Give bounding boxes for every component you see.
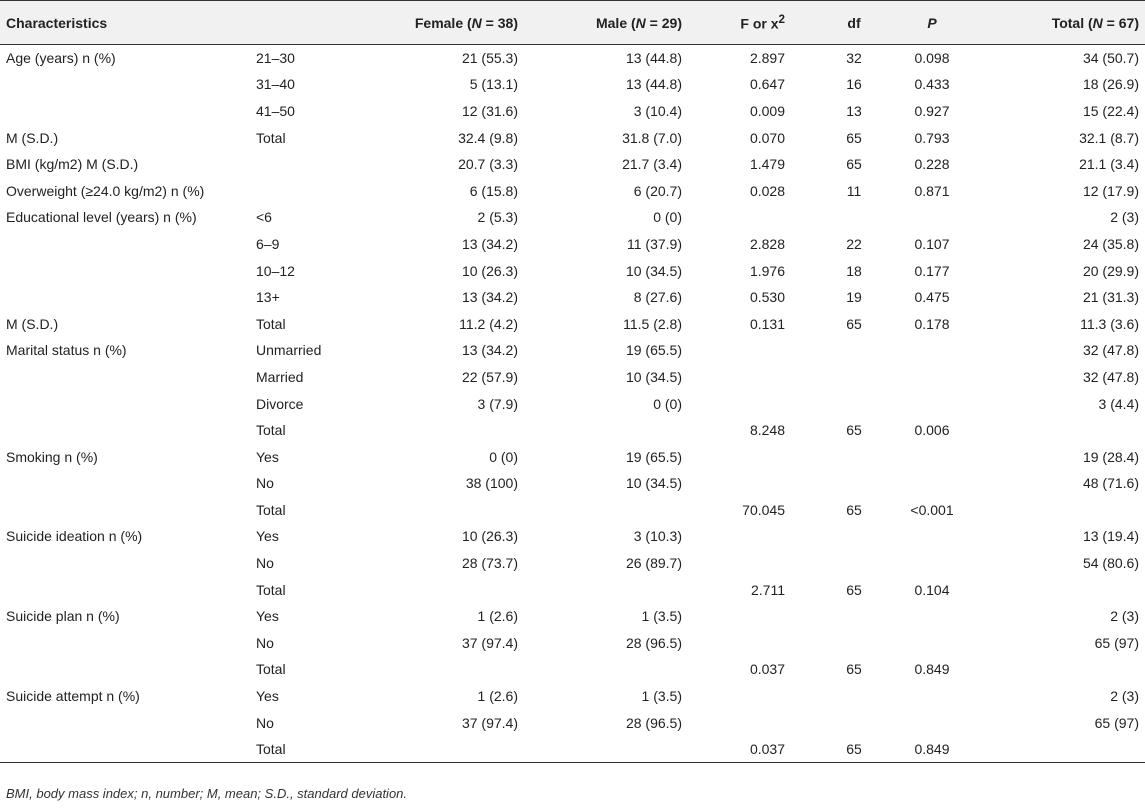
table-row <box>0 71 1145 98</box>
cell-female: 37 (97.4) <box>461 714 518 731</box>
cell-male: 31.8 (7.0) <box>622 129 682 146</box>
cell-p <box>889 523 975 550</box>
row-subgroup: Divorce <box>256 395 304 412</box>
table-row <box>0 337 1145 364</box>
cell-df <box>807 337 889 364</box>
header-subgroup <box>256 1 369 45</box>
cell-male: 10 (34.5) <box>625 475 682 492</box>
row-subgroup: 21–30 <box>256 50 295 67</box>
header-df: df <box>847 14 861 31</box>
cell-total <box>975 417 1145 444</box>
cell-statistic <box>704 630 807 657</box>
cell-df <box>807 550 889 577</box>
row-subgroup: 13+ <box>256 289 280 306</box>
cell-female: 5 (13.1) <box>469 76 518 93</box>
cell-total: 32 (47.8) <box>1082 368 1139 385</box>
cell-statistic: 2.828 <box>749 235 785 252</box>
row-label: BMI (kg/m2) M (S.D.) <box>6 156 139 173</box>
row-subgroup: Unmarried <box>256 342 322 359</box>
cell-total: 11.3 (3.6) <box>1080 315 1139 332</box>
row-label: M (S.D.) <box>6 315 59 332</box>
cell-statistic: 0.530 <box>749 289 785 306</box>
cell-male <box>542 417 704 444</box>
cell-male: 6 (20.7) <box>633 182 682 199</box>
cell-p <box>889 364 975 391</box>
table-row <box>0 45 1145 72</box>
table-row <box>0 470 1145 497</box>
cell-statistic <box>704 523 807 550</box>
row-subgroup: Married <box>256 368 304 385</box>
cell-df <box>807 603 889 630</box>
cell-statistic: 70.045 <box>742 501 785 518</box>
row-subgroup: 41–50 <box>256 102 295 119</box>
table-row <box>0 683 1145 710</box>
cell-female: 13 (34.2) <box>461 235 518 252</box>
row-subgroup: Total <box>256 129 286 146</box>
cell-p: <0.001 <box>910 501 954 518</box>
cell-total: 65 (97) <box>1094 714 1139 731</box>
cell-statistic: 0.037 <box>749 661 785 678</box>
row-subgroup <box>256 151 369 178</box>
row-subgroup: 10–12 <box>256 262 295 279</box>
footnote: BMI, body mass index; n, number; M, mean; S.D., standard deviation. <box>6 786 408 801</box>
row-subgroup: Yes <box>256 528 279 545</box>
cell-total: 2 (3) <box>1110 688 1139 705</box>
cell-total: 54 (80.6) <box>1082 555 1139 572</box>
cell-df <box>807 204 889 231</box>
cell-female: 13 (34.2) <box>461 342 518 359</box>
row-subgroup: Total <box>256 740 286 757</box>
cell-p: 0.006 <box>914 422 950 439</box>
cell-p: 0.793 <box>914 129 950 146</box>
cell-p <box>889 683 975 710</box>
cell-df: 65 <box>846 315 862 332</box>
cell-female <box>369 497 542 524</box>
header-statistic: F or $x^2$ <box>740 13 785 32</box>
cell-p: 0.104 <box>914 581 950 598</box>
cell-p: 0.177 <box>914 262 950 279</box>
cell-female: 10 (26.3) <box>461 528 518 545</box>
cell-female: 20.7 (3.3) <box>458 156 518 173</box>
cell-male: 13 (44.8) <box>625 50 682 67</box>
cell-male: 19 (65.5) <box>625 342 682 359</box>
cell-statistic <box>704 709 807 736</box>
cell-male: 0 (0) <box>653 209 682 226</box>
cell-df <box>807 709 889 736</box>
cell-df: 16 <box>846 76 862 93</box>
table-row <box>0 523 1145 550</box>
row-subgroup: Total <box>256 661 286 678</box>
cell-total <box>975 497 1145 524</box>
cell-total: 19 (28.4) <box>1082 448 1139 465</box>
cell-df: 18 <box>846 262 862 279</box>
cell-df <box>807 683 889 710</box>
cell-female: 13 (34.2) <box>461 289 518 306</box>
cell-statistic <box>704 364 807 391</box>
row-label: Suicide attempt n (%) <box>6 688 140 705</box>
row-label <box>0 550 256 577</box>
cell-female: 38 (100) <box>465 475 518 492</box>
row-label: Age (years) n (%) <box>6 50 116 67</box>
header-total: Total (N = 67) <box>1051 14 1139 31</box>
cell-statistic: 8.248 <box>749 422 785 439</box>
cell-df: 22 <box>846 235 862 252</box>
table-row <box>0 204 1145 231</box>
cell-male <box>542 656 704 683</box>
row-label <box>0 231 256 258</box>
table-row <box>0 603 1145 630</box>
table-row <box>0 736 1145 763</box>
table-body <box>0 45 1145 763</box>
table-row <box>0 231 1145 258</box>
cell-male: 10 (34.5) <box>625 262 682 279</box>
cell-female: 22 (57.9) <box>461 368 518 385</box>
cell-total: 48 (71.6) <box>1082 475 1139 492</box>
cell-statistic: 1.479 <box>749 156 785 173</box>
row-subgroup: No <box>256 714 274 731</box>
cell-df: 19 <box>846 289 862 306</box>
row-label <box>0 284 256 311</box>
cell-statistic: 0.070 <box>749 129 785 146</box>
header-female: Female (N = 38) <box>414 14 518 31</box>
cell-total <box>975 736 1145 763</box>
cell-df <box>807 364 889 391</box>
table-row <box>0 177 1145 204</box>
row-subgroup: No <box>256 634 274 651</box>
cell-female: 1 (2.6) <box>477 608 518 625</box>
cell-female: 11.2 (4.2) <box>459 315 518 332</box>
row-label: Marital status n (%) <box>6 342 127 359</box>
header-male: Male (N = 29) <box>595 14 682 31</box>
cell-statistic <box>704 603 807 630</box>
cell-p <box>889 337 975 364</box>
row-label <box>0 576 256 603</box>
row-label <box>0 497 256 524</box>
row-subgroup: No <box>256 475 274 492</box>
cell-female: 1 (2.6) <box>477 688 518 705</box>
cell-male: 1 (3.5) <box>641 608 682 625</box>
cell-statistic: 2.897 <box>749 50 785 67</box>
row-subgroup: Total <box>256 315 286 332</box>
cell-p: 0.228 <box>914 156 950 173</box>
table-row <box>0 151 1145 178</box>
cell-df: 13 <box>846 102 862 119</box>
row-label <box>0 257 256 284</box>
table-row <box>0 576 1145 603</box>
cell-p <box>889 390 975 417</box>
cell-male: 26 (89.7) <box>625 555 682 572</box>
table-row <box>0 310 1145 337</box>
cell-statistic: 0.131 <box>749 315 785 332</box>
cell-female: 21 (55.3) <box>461 50 518 67</box>
cell-male: 3 (10.3) <box>633 528 682 545</box>
row-subgroup: 6–9 <box>256 235 280 252</box>
cell-p: 0.107 <box>914 235 950 252</box>
cell-male: 11 (37.9) <box>627 235 682 252</box>
cell-statistic: 1.976 <box>749 262 785 279</box>
cell-total: 21.1 (3.4) <box>1079 156 1139 173</box>
table-row <box>0 364 1145 391</box>
row-subgroup: 31–40 <box>256 76 295 93</box>
cell-p: 0.849 <box>914 661 950 678</box>
row-subgroup: Total <box>256 422 286 439</box>
cell-total: 65 (97) <box>1094 634 1139 651</box>
row-label <box>0 390 256 417</box>
row-label <box>0 656 256 683</box>
cell-male: 1 (3.5) <box>641 688 682 705</box>
cell-male <box>542 576 704 603</box>
cell-female: 12 (31.6) <box>461 102 518 119</box>
cell-male: 11.5 (2.8) <box>623 315 682 332</box>
cell-p: 0.871 <box>914 182 950 199</box>
cell-df: 32 <box>846 50 862 67</box>
cell-female: 0 (0) <box>489 448 518 465</box>
cell-p <box>889 470 975 497</box>
cell-total: 32.1 (8.7) <box>1079 129 1139 146</box>
cell-male <box>542 497 704 524</box>
cell-df: 65 <box>846 661 862 678</box>
table-row <box>0 124 1145 151</box>
header-row <box>0 1 1145 45</box>
cell-df <box>807 630 889 657</box>
cell-statistic <box>704 470 807 497</box>
cell-df: 11 <box>846 182 862 199</box>
cell-p <box>889 630 975 657</box>
row-label: Suicide plan n (%) <box>6 608 120 625</box>
row-label <box>0 709 256 736</box>
row-label: Smoking n (%) <box>6 448 98 465</box>
cell-female: 3 (7.9) <box>477 395 518 412</box>
cell-total: 2 (3) <box>1110 209 1139 226</box>
cell-p <box>889 603 975 630</box>
row-subgroup: Yes <box>256 608 279 625</box>
cell-total <box>975 576 1145 603</box>
cell-female <box>369 656 542 683</box>
cell-df: 65 <box>846 422 862 439</box>
cell-male: 13 (44.8) <box>625 76 682 93</box>
cell-female <box>369 417 542 444</box>
row-subgroup: <6 <box>256 209 272 226</box>
row-label <box>0 417 256 444</box>
cell-p <box>889 709 975 736</box>
cell-df <box>807 523 889 550</box>
row-subgroup: Total <box>256 581 286 598</box>
cell-p <box>889 204 975 231</box>
cell-female: 6 (15.8) <box>469 182 518 199</box>
row-label <box>0 98 256 125</box>
cell-statistic <box>704 683 807 710</box>
table-row <box>0 497 1145 524</box>
cell-male: 28 (96.5) <box>625 714 682 731</box>
cell-total: 3 (4.4) <box>1098 395 1139 412</box>
cell-male: 3 (10.4) <box>633 102 682 119</box>
cell-p <box>889 550 975 577</box>
cell-female: 28 (73.7) <box>461 555 518 572</box>
table-row <box>0 390 1145 417</box>
row-subgroup: Yes <box>256 688 279 705</box>
header-p: P <box>927 14 937 31</box>
cell-female: 32.4 (9.8) <box>458 129 518 146</box>
cell-male: 21.7 (3.4) <box>622 156 682 173</box>
table-row <box>0 443 1145 470</box>
cell-male: 0 (0) <box>653 395 682 412</box>
cell-statistic: 2.711 <box>751 581 785 598</box>
cell-statistic <box>704 443 807 470</box>
cell-statistic <box>704 550 807 577</box>
cell-total <box>975 656 1145 683</box>
row-label <box>0 71 256 98</box>
cell-p: 0.927 <box>914 102 950 119</box>
cell-total: 12 (17.9) <box>1082 182 1139 199</box>
row-label <box>0 364 256 391</box>
cell-total: 32 (47.8) <box>1082 342 1139 359</box>
cell-df: 65 <box>846 740 862 757</box>
cell-p: 0.098 <box>914 50 950 67</box>
cell-df <box>807 443 889 470</box>
cell-total: 15 (22.4) <box>1082 102 1139 119</box>
cell-male: 10 (34.5) <box>625 368 682 385</box>
table-row <box>0 98 1145 125</box>
row-label <box>0 470 256 497</box>
cell-male: 8 (27.6) <box>633 289 682 306</box>
table-row <box>0 550 1145 577</box>
row-subgroup: Total <box>256 501 286 518</box>
cell-statistic <box>704 337 807 364</box>
cell-p <box>889 443 975 470</box>
row-label <box>0 736 256 763</box>
table-row <box>0 417 1145 444</box>
cell-total: 13 (19.4) <box>1082 528 1139 545</box>
cell-p: 0.849 <box>914 740 950 757</box>
cell-female <box>369 576 542 603</box>
row-label: Overweight (≥24.0 kg/m2) n (%) <box>6 182 205 199</box>
cell-total: 21 (31.3) <box>1082 289 1139 306</box>
cell-df <box>807 390 889 417</box>
cell-p: 0.433 <box>914 76 950 93</box>
row-label <box>0 630 256 657</box>
row-subgroup: No <box>256 555 274 572</box>
row-label: M (S.D.) <box>6 129 59 146</box>
cell-male: 19 (65.5) <box>625 448 682 465</box>
row-label: Suicide ideation n (%) <box>6 528 143 545</box>
cell-female: 37 (97.4) <box>461 634 518 651</box>
table-row <box>0 630 1145 657</box>
cell-statistic <box>704 390 807 417</box>
table-row <box>0 709 1145 736</box>
row-subgroup: Yes <box>256 448 279 465</box>
row-label: Educational level (years) n (%) <box>6 209 197 226</box>
cell-total: 24 (35.8) <box>1082 235 1139 252</box>
cell-statistic: 0.028 <box>749 182 785 199</box>
cell-statistic: 0.647 <box>749 76 785 93</box>
cell-statistic: 0.037 <box>749 740 785 757</box>
cell-df: 65 <box>846 581 862 598</box>
cell-total: 18 (26.9) <box>1082 76 1139 93</box>
cell-total: 20 (29.9) <box>1082 262 1139 279</box>
table-row <box>0 656 1145 683</box>
row-subgroup <box>256 177 369 204</box>
cell-total: 34 (50.7) <box>1082 50 1139 67</box>
cell-df: 65 <box>846 156 862 173</box>
cell-female: 10 (26.3) <box>461 262 518 279</box>
cell-df <box>807 470 889 497</box>
cell-male <box>542 736 704 763</box>
cell-male: 28 (96.5) <box>625 634 682 651</box>
cell-df: 65 <box>846 501 862 518</box>
cell-total: 2 (3) <box>1110 608 1139 625</box>
header-characteristics: Characteristics <box>6 14 108 31</box>
cell-p: 0.178 <box>914 315 950 332</box>
cell-female: 2 (5.3) <box>477 209 518 226</box>
cell-statistic <box>704 204 807 231</box>
cell-female <box>369 736 542 763</box>
cell-p: 0.475 <box>914 289 950 306</box>
cell-statistic: 0.009 <box>749 102 785 119</box>
cell-df: 65 <box>846 129 862 146</box>
table-row <box>0 257 1145 284</box>
table-row <box>0 284 1145 311</box>
